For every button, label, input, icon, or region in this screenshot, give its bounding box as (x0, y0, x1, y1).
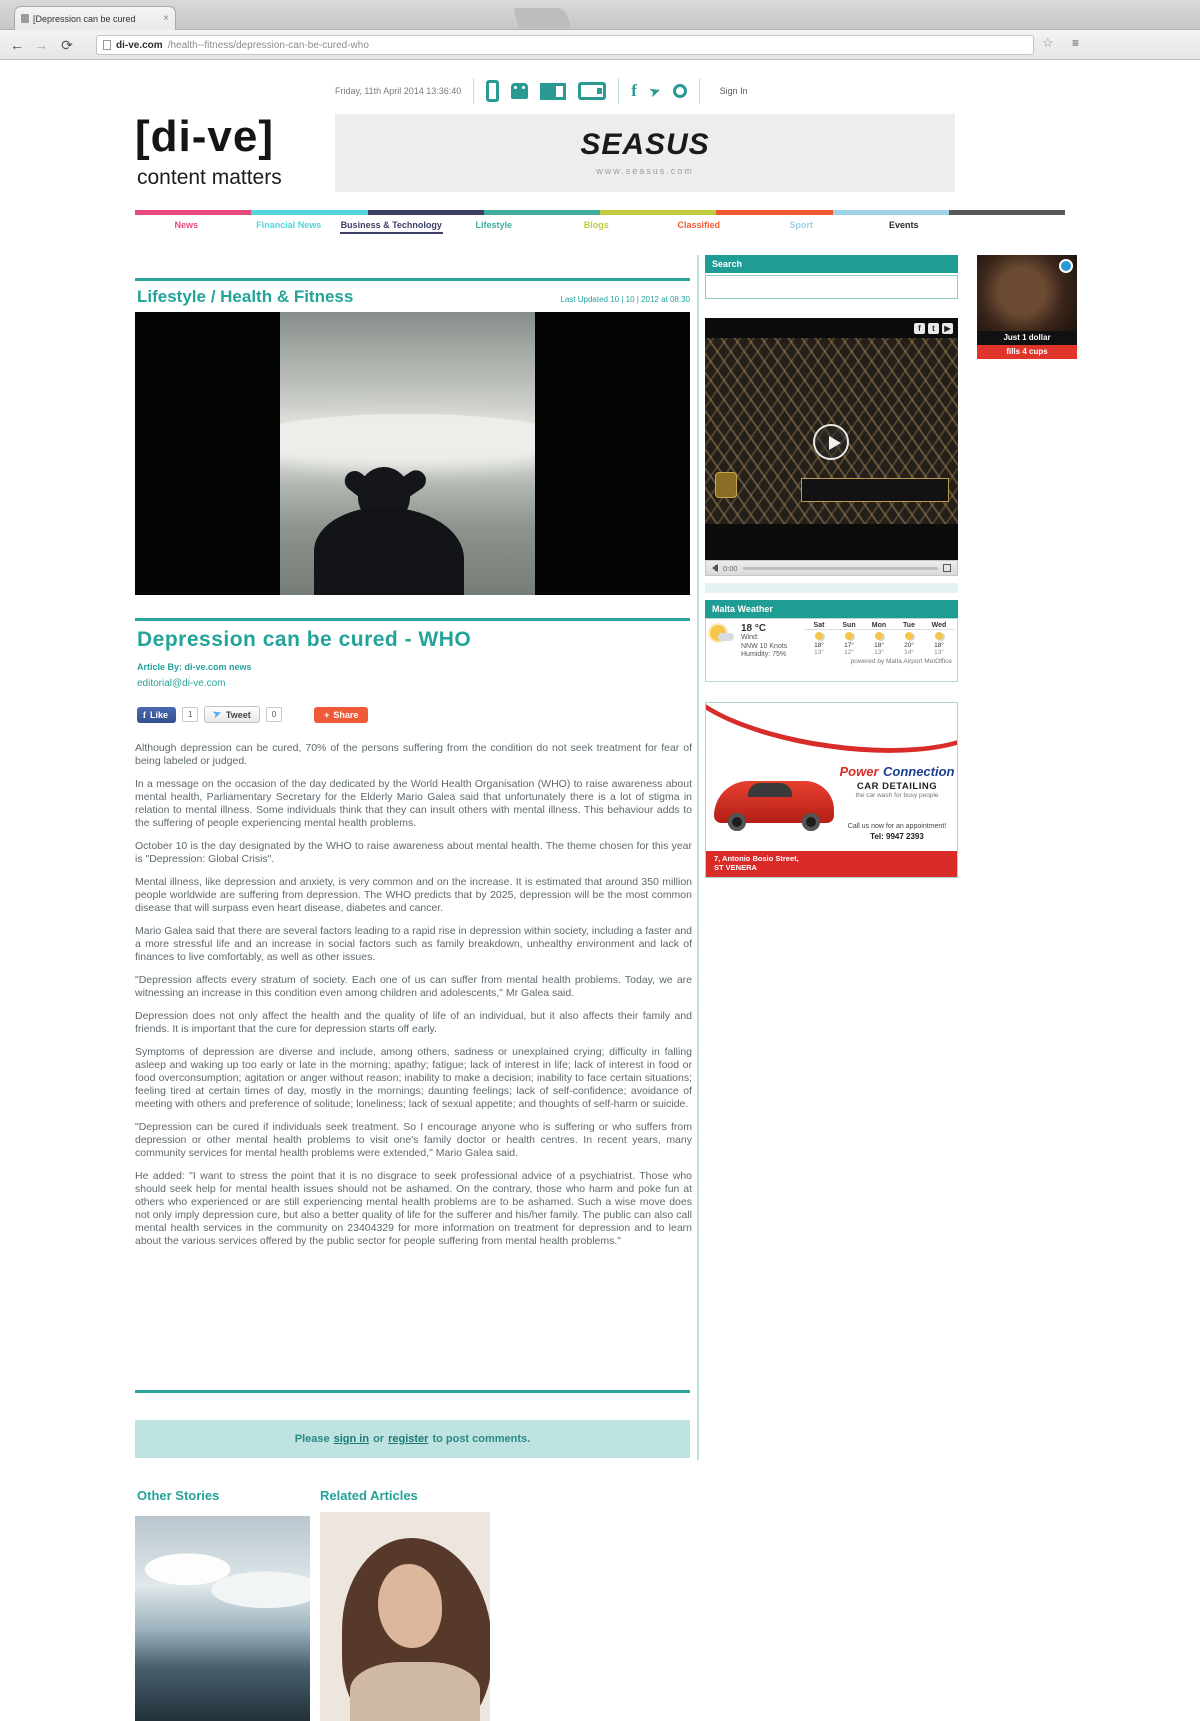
day-label: Mon (864, 622, 894, 630)
article-paragraph: Depression does not only affect the health and the quality of life of an individual, but it also affects their family and friends. It is important that the cure for depression starts off early. (135, 1010, 692, 1035)
low-temp: 13° (814, 649, 824, 656)
video-controls[interactable] (705, 560, 958, 576)
ad-tagline: the car wash for busy people (855, 792, 939, 799)
author-email-link[interactable]: editorial@di-ve.com (137, 678, 226, 689)
nav-item-business-technology[interactable]: Business & Technology (340, 217, 443, 234)
nav-item-financial-news[interactable]: Financial News (256, 220, 322, 230)
nav-item-lifestyle[interactable]: Lifestyle (475, 220, 512, 230)
weather-widget-header: Malta Weather (705, 600, 958, 618)
play-button[interactable] (813, 424, 849, 460)
wind-value: NNW 10 Knots (741, 642, 788, 650)
facebook-icon: f (143, 709, 146, 720)
high-temp: 20° (904, 642, 914, 649)
tweet-button[interactable]: ➤ Tweet (204, 706, 259, 723)
other-story-thumbnail[interactable] (135, 1516, 310, 1721)
seasus-brand: SEASUS (580, 128, 710, 161)
child-photo (977, 255, 1077, 331)
forecast-day (804, 622, 834, 656)
nav-item-blogs[interactable]: Blogs (583, 220, 609, 230)
promo-line1: Just 1 dollar (977, 331, 1077, 345)
facebook-icon[interactable]: f (631, 81, 637, 100)
day-label: Tue (894, 622, 924, 630)
favicon (21, 14, 29, 23)
high-temp: 18° (934, 642, 944, 649)
bookmark-star-icon[interactable]: ☆ (1042, 35, 1054, 50)
other-stories-heading: Other Stories (137, 1488, 220, 1503)
section-divider (135, 278, 690, 281)
article-paragraph: Although depression can be cured, 70% of the persons suffering from the condition do not seek treatment for fear of being labeled or judged. (135, 742, 692, 767)
sidebar-divider (697, 255, 699, 1460)
twitter-icon[interactable]: t (928, 323, 939, 334)
article-paragraph: In a message on the occasion of the day dedicated by the World Health Organisation (WHO) to raise awareness about mental health, Parliamentary Secretary for the Elderly Mario Galea said that unfortunately there is a lot of stigma in relation to mental illness. Some individuals think that they can insult others with mental illness. This behaviour adds to the suffering of people experiencing mental health problems. (135, 778, 692, 829)
low-temp: 12° (844, 649, 854, 656)
twitter-icon: ➤ (211, 707, 224, 722)
seasus-ad-banner[interactable] (335, 114, 955, 192)
related-articles-heading: Related Articles (320, 1488, 418, 1503)
forecast-table (804, 622, 954, 656)
low-temp: 13° (934, 649, 944, 656)
high-temp: 18° (814, 642, 824, 649)
article-byline: Article By: di-ve.com news (137, 662, 252, 672)
promo-line2: fills 4 cups (977, 345, 1077, 359)
article-body (135, 742, 692, 1258)
ad-brand-connection: Connection (882, 764, 955, 779)
last-updated-text: Last Updated 10 | 10 | 2012 at 08:30 (560, 295, 690, 304)
ad-title: CAR DETAILING (856, 781, 938, 792)
nav-item-events[interactable]: Events (888, 220, 919, 230)
ad-cta: Call us now for an appointment! (847, 823, 947, 830)
search-widget-header: Search (705, 255, 958, 273)
low-temp: 13° (874, 649, 884, 656)
weather-icon (815, 632, 823, 640)
forecast-day (864, 622, 894, 656)
twitter-icon[interactable]: ➤ (646, 81, 663, 100)
car-detailing-ad[interactable] (705, 702, 958, 878)
weather-credit: powered by Malta Airport MetOffice (850, 658, 952, 665)
comments-text: Please (294, 1433, 330, 1445)
video-still (705, 338, 958, 524)
search-input[interactable] (705, 275, 958, 299)
ad-address-line2: ST VENERA (714, 863, 757, 872)
article-paragraph: "Depression can be cured if individuals seek treatment. So I encourage anyone who is suffering or who suffers from depression or other mental health problems to visit one's family doctor or health centres. In recent years, many community services for mental health problems were extended," Mario Galea said. (135, 1121, 692, 1159)
hero-photo (280, 312, 535, 595)
video-player[interactable] (705, 318, 958, 560)
sign-in-link[interactable]: sign in (333, 1433, 370, 1445)
video-social-icons (914, 323, 953, 334)
sidebar-spacer (705, 583, 958, 593)
weather-icon (875, 632, 883, 640)
day-label: Sun (834, 622, 864, 630)
back-icon[interactable]: ← (10, 37, 24, 53)
video-emblem (715, 472, 737, 498)
like-count: 1 (182, 707, 198, 722)
ad-address-line1: 7, Antonio Bosio Street, (714, 854, 799, 863)
nav-item-news[interactable]: News (174, 220, 198, 230)
nav-color-stripe (135, 210, 1065, 215)
high-temp: 17° (844, 642, 854, 649)
article-title: Depression can be cured - WHO (137, 628, 472, 651)
datetime-text: Friday, 11th April 2014 13:36:40 (335, 86, 462, 96)
tweet-count: 0 (266, 707, 282, 722)
video-progress-bar[interactable] (743, 567, 938, 570)
share-icon: + (324, 709, 330, 720)
youtube-icon[interactable]: ▶ (942, 323, 953, 334)
site-tagline: content matters (137, 166, 282, 189)
register-link[interactable]: register (388, 1433, 429, 1445)
tab-title: [Depression can be cured (33, 13, 136, 24)
article-end-divider (135, 1390, 690, 1393)
ad-brand-power: Power (839, 764, 879, 779)
new-tab-button[interactable] (513, 8, 571, 28)
article-divider (135, 618, 690, 621)
site-topbar (335, 74, 748, 108)
weather-widget (705, 618, 958, 682)
article-paragraph: Symptoms of depression are diverse and include, among others, sadness or unexplained crying; difficulty in falling asleep and waking up too early or late in the morning; apathy; fatigue; lack of interest in life; lack of interest in food or food overconsumption; agitation or anger without reason; inability to make a decision; inability to face certain situations; feeling tired at certain times of day, mostly in the mornings; daunting feelings; lack of self-confidence; avoidance of meeting with others and preference of solitude; loneliness; lack of sexual appetite; and thoughts of self-harm or suicide. (135, 1046, 692, 1110)
browser-menu-icon[interactable]: ≡ (1072, 36, 1081, 50)
video-caption-banner (801, 478, 949, 502)
url-host: di-ve.com (116, 39, 163, 51)
forward-icon[interactable]: → (34, 37, 48, 53)
low-temp: 14° (904, 649, 914, 656)
browser-tab[interactable] (14, 6, 176, 30)
tablet-icon[interactable] (578, 82, 606, 100)
seasus-site-url: www.seasus.com (596, 166, 694, 176)
current-temp: 18 °C (741, 623, 767, 634)
browser-tab-strip (0, 0, 1200, 30)
divider (699, 78, 700, 104)
cloud-icon (718, 633, 734, 641)
reload-icon[interactable]: ⟳ (61, 37, 73, 53)
url-path: /health--fitness/depression-can-be-cured-who (167, 39, 369, 51)
share-button[interactable]: + Share (314, 707, 368, 723)
main-navigation (135, 217, 955, 234)
charity-promo-ad[interactable] (977, 255, 1077, 359)
day-label: Wed (924, 622, 954, 630)
article-paragraph: He added: "I want to stress the point that it is no disgrace to seek professional advice of a psychiatrist. Those who should seek help for mental health issues should not be ashamed. On the contrary, those who harm and poke fun at others who experienced or are still experiencing mental health problems are to be ashamed. Such a wise move does not only imply depression cure, but also a better quality of life for the sufferer and his/her family. The public can also call mental health services in the community on 23404329 for more information on treatment for depression and to learn about the various services offered by the public sector for people suffering from mental health problems." (135, 1170, 692, 1247)
rss-icon[interactable] (673, 84, 687, 98)
url-bar[interactable] (96, 35, 1034, 55)
facebook-like-button[interactable]: f Like (137, 707, 176, 723)
tv-icon[interactable] (540, 83, 566, 100)
smartphone-icon[interactable] (486, 80, 499, 102)
video-time: 0:00 (723, 563, 738, 573)
article-hero-image (135, 312, 690, 595)
divider (473, 78, 474, 104)
sign-in-link[interactable]: Sign In (719, 86, 748, 96)
share-buttons (137, 706, 368, 723)
hero-letterbox-right (535, 312, 690, 595)
page-icon (103, 40, 111, 50)
tab-close-icon[interactable]: × (163, 13, 169, 24)
comments-text: to post comments. (432, 1433, 531, 1445)
wind-label: Wind: (741, 634, 759, 641)
hero-letterbox-left (135, 312, 280, 595)
comments-text: or (373, 1433, 385, 1445)
article-paragraph: October 10 is the day designated by the WHO to raise awareness about mental health. The theme chosen for this year is "Depression: Global Crisis". (135, 840, 692, 865)
related-article-thumbnail[interactable] (320, 1512, 490, 1721)
divider (618, 78, 619, 104)
section-title[interactable]: Lifestyle / Health & Fitness (137, 287, 354, 306)
nav-item-classified[interactable]: Classified (677, 220, 721, 230)
forecast-day (894, 622, 924, 656)
nav-item-sport[interactable]: Sport (789, 220, 813, 230)
charity-logo-icon (1059, 259, 1073, 273)
humidity: Humidity: 75% (741, 651, 787, 658)
facebook-icon[interactable]: f (914, 323, 925, 334)
weather-icon (935, 632, 943, 640)
site-logo[interactable]: [di-ve] (135, 112, 274, 161)
forecast-day (834, 622, 864, 656)
high-temp: 18° (874, 642, 884, 649)
fullscreen-icon[interactable] (943, 564, 951, 572)
article-paragraph: Mental illness, like depression and anxiety, is very common and on the increase. It is estimated that around 350 million people worldwide are suffering from depression. The WHO predicts that by 2025, depression will be the most common disease that will surpass even heart disease, diabetes and cancer. (135, 876, 692, 914)
article-paragraph: "Depression affects every stratum of society. Each one of us can suffer from mental health problems. Today, we are witnessing an increase in this condition even among children and adolescents," Mr Galea said. (135, 974, 692, 999)
comments-signin-bar (135, 1420, 690, 1458)
weather-icon (905, 632, 913, 640)
day-label: Sat (804, 622, 834, 630)
android-icon[interactable] (511, 83, 528, 99)
ad-phone: Tel: 9947 2393 (870, 832, 924, 841)
article-paragraph: Mario Galea said that there are several factors leading to a rapid rise in depression within society, including a faster and a more stressful life and an increase in social factors such as family breakdown, unhealthy environment and lack of finances to live comfortably, as well as other issues. (135, 925, 692, 963)
weather-icon (845, 632, 853, 640)
forecast-day (924, 622, 954, 656)
